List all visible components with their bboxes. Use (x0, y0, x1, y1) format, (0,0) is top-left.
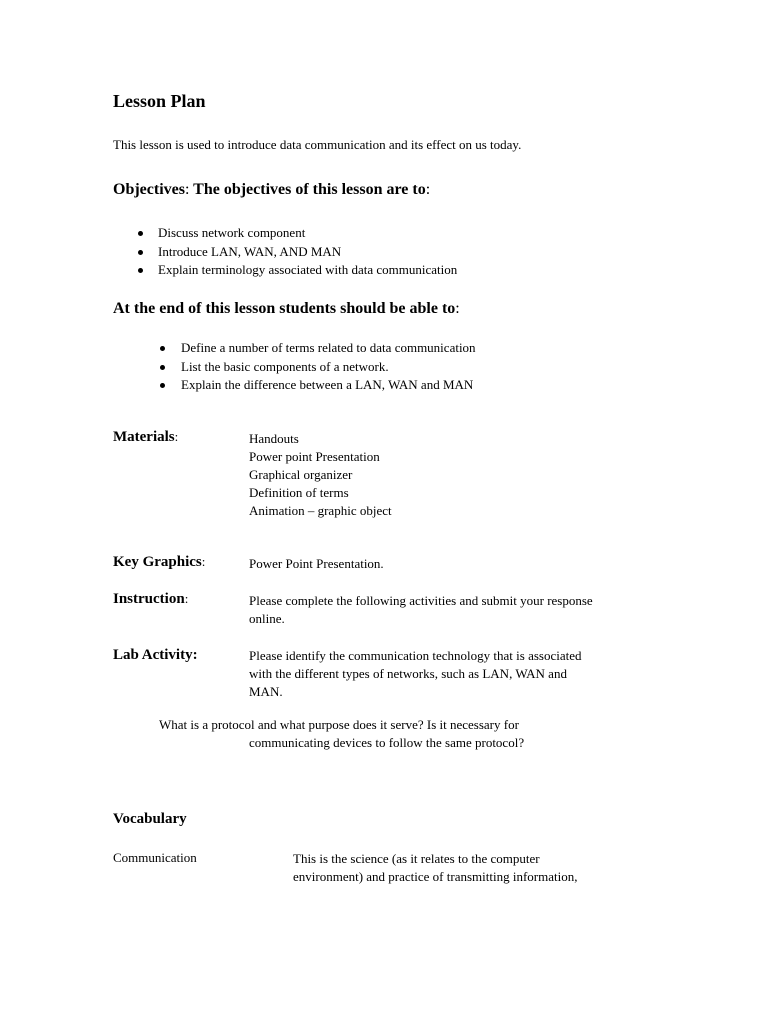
list-item: Power point Presentation (249, 449, 380, 464)
key-graphics-colon: : (201, 554, 206, 569)
materials-list (249, 430, 392, 520)
bullet-icon (138, 268, 143, 273)
list-item: Discuss network component (138, 224, 457, 243)
vocabulary-term: Communication (113, 850, 197, 865)
definition-line: This is the science (as it relates to the computer (293, 851, 540, 866)
materials-colon: : (174, 429, 179, 444)
materials-heading (113, 429, 178, 446)
instruction-colon: : (184, 591, 189, 606)
list-item: Animation – graphic object (249, 503, 392, 518)
instruction-heading (113, 591, 188, 608)
lab-activity-heading: Lab Activity: (113, 647, 198, 663)
list-item: Introduce LAN, WAN, AND MAN (138, 243, 457, 262)
intro-text: This lesson is used to introduce data communication and its effect on us today. (113, 137, 522, 152)
lab-activity-text (249, 647, 582, 701)
lab-activity-line: Please identify the communication technology that is associated (249, 648, 582, 663)
key-graphics-label: Key Graphics (113, 554, 202, 570)
key-graphics-value: Power Point Presentation. (249, 556, 384, 571)
outcomes-heading (113, 300, 460, 318)
list-item: List the basic components of a network. (160, 358, 476, 377)
materials-label: Materials (113, 429, 175, 445)
outcomes-heading-colon: : (455, 300, 460, 317)
outcomes-list (160, 339, 476, 395)
objectives-label: Objectives (113, 181, 185, 198)
list-item: Handouts (249, 431, 299, 446)
lab-activity-line: MAN. (249, 684, 283, 699)
objectives-heading-rest: The objectives of this lesson are to (189, 181, 426, 198)
lab-activity-line: with the different types of networks, such as LAN, WAN and (249, 666, 567, 681)
objectives-heading (113, 181, 430, 199)
key-graphics-heading (113, 554, 205, 571)
bullet-icon (138, 231, 143, 236)
instruction-line: Please complete the following activities and submit your response (249, 593, 593, 608)
bullet-icon (160, 365, 165, 370)
bullet-icon (160, 383, 165, 388)
instruction-line: online. (249, 611, 285, 626)
objectives-heading-colon: : (425, 181, 431, 198)
list-item: Explain the difference between a LAN, WAN and MAN (160, 376, 476, 395)
protocol-question-line2: communicating devices to follow the same protocol? (249, 735, 525, 750)
vocabulary-heading: Vocabulary (113, 811, 187, 827)
list-item: Graphical organizer (249, 467, 353, 482)
bullet-icon (138, 250, 143, 255)
objectives-list (138, 224, 457, 280)
instruction-text (249, 592, 593, 628)
objectives-colon: : (184, 181, 190, 198)
instruction-label: Instruction (113, 591, 185, 607)
lesson-title: Lesson Plan (113, 91, 206, 111)
vocabulary-definition (293, 850, 577, 886)
definition-line: environment) and practice of transmitting information, (293, 869, 578, 884)
list-item: Define a number of terms related to data communication (160, 339, 476, 358)
bullet-icon (160, 346, 165, 351)
protocol-question-line1: What is a protocol and what purpose does it serve? Is it necessary for (159, 717, 519, 732)
outcomes-heading-text: At the end of this lesson students should be able to (113, 300, 456, 317)
list-item: Explain terminology associated with data communication (138, 261, 457, 280)
list-item: Definition of terms (249, 485, 349, 500)
